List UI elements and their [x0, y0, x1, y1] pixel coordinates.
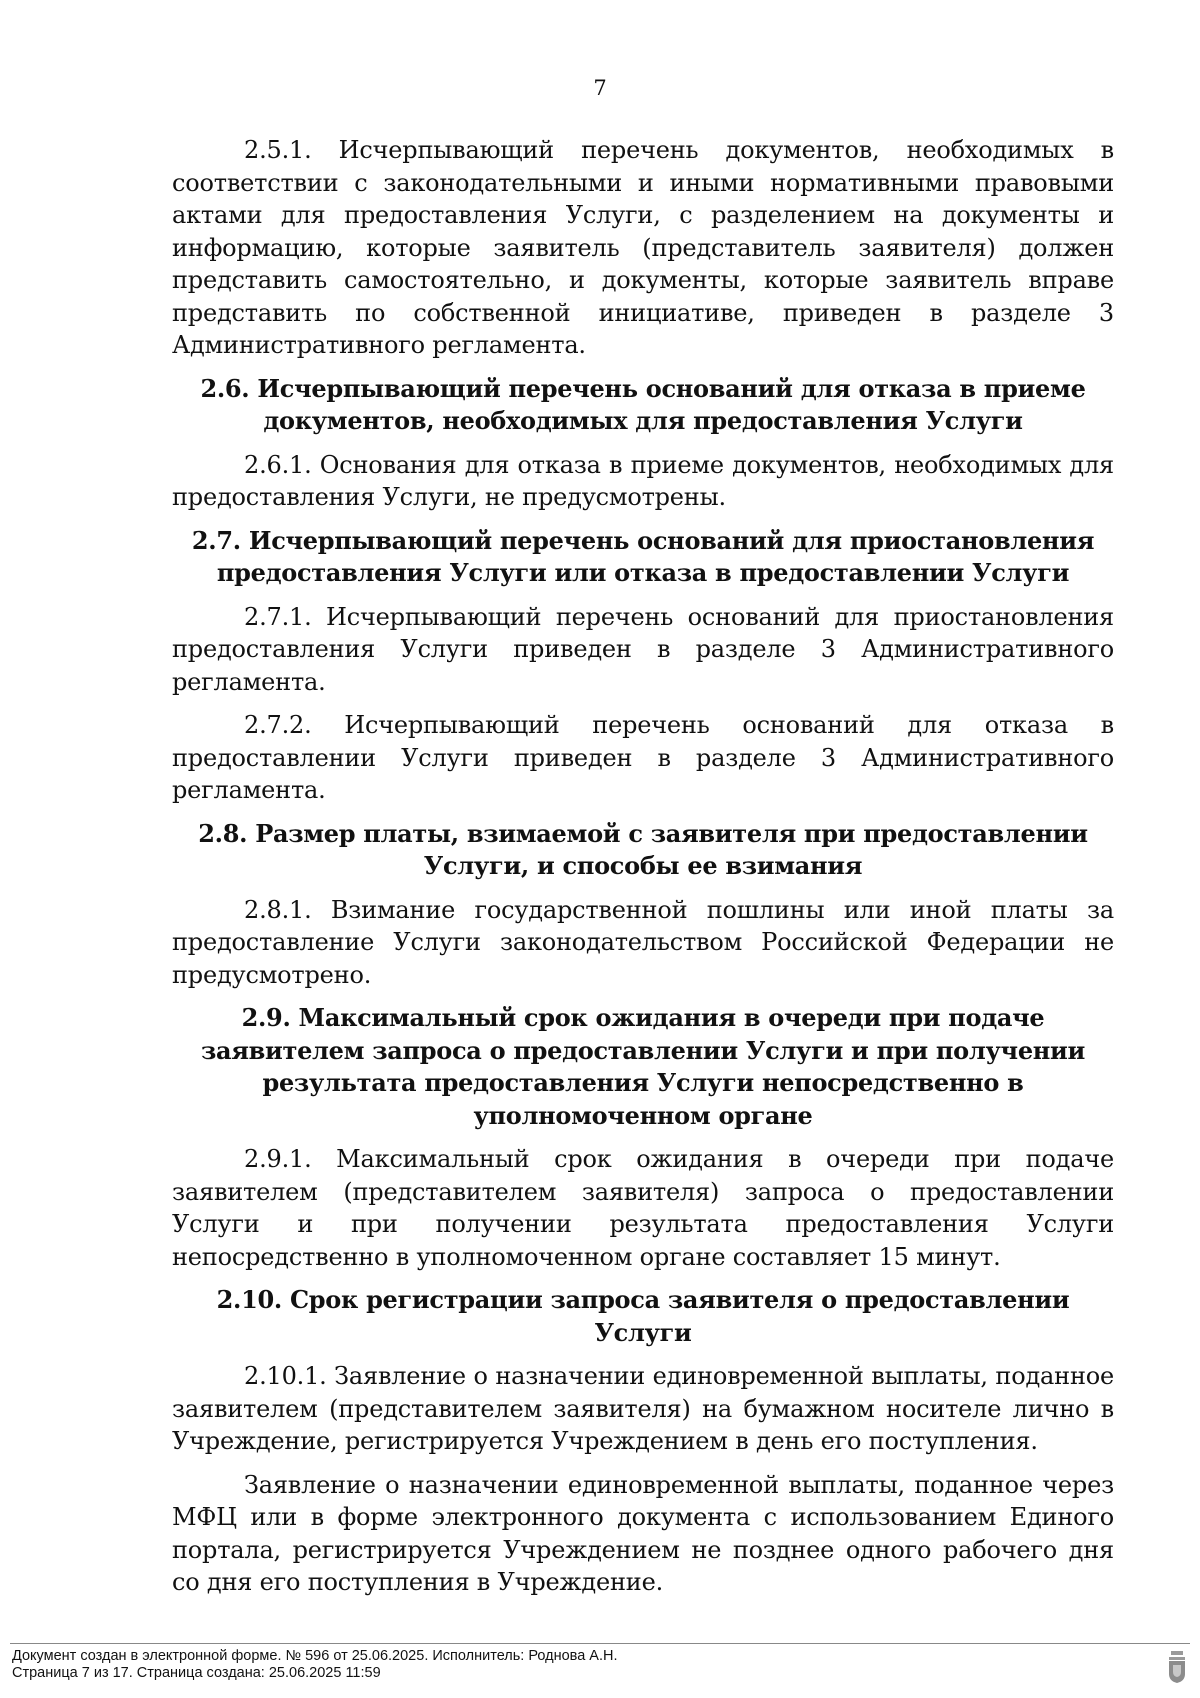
footer-page-info: Страница 7 из 17. Страница создана: 25.06.2025 11:59: [12, 1665, 381, 1681]
paragraph-2-5-1: 2.5.1. Исчерпывающий перечень документов, необходимых в соответствии с законодательными и иными нормативными правовыми актами для предоставления Услуги, с разделением на документы и информацию, которые заявитель (представитель заявителя) должен представить самостоятельно, и документы, которые заявитель вправе представить по собственной инициативе, приведен в разделе 3 Административного регламента.: [172, 136, 1114, 359]
paragraph-2-10-1: 2.10.1. Заявление о назначении единовременной выплаты, поданное заявителем (представителем заявителя) на бумажном носителе лично в Учреждение, регистрируется Учреждением в день его поступления.: [172, 1362, 1114, 1455]
page-number: 7: [593, 76, 607, 100]
document-body: [172, 134, 1114, 1610]
paragraph-2-8-1: 2.8.1. Взимание государственной пошлины или иной платы за предоставление Услуги законодательством Российской Федерации не предусмотрено.: [172, 895, 1114, 989]
paragraph-2-9-1: 2.9.1. Максимальный срок ожидания в очереди при подаче заявителем (представителем заявителя) запроса о предоставлении Услуги и при получении результата предоставления Услуги непосредственно в уполномоченном органе составляет 15 минут.: [172, 1145, 1114, 1271]
coat-of-arms-icon: [1166, 1650, 1188, 1684]
document-footer: [0, 1640, 1200, 1698]
heading-2-10: 2.10. Срок регистрации запроса заявителя о предоставлении Услуги: [216, 1285, 1070, 1347]
footer-text: [12, 1648, 618, 1682]
paragraph-2-10-1-continued: Заявление о назначении единовременной выплаты, поданное через МФЦ или в форме электронного документа с использованием Единого портала, регистрируется Учреждением не позднее одного рабочего дня со дня его поступления в Учреждение.: [172, 1470, 1114, 1596]
footer-document-info: Документ создан в электронной форме. № 596 от 25.06.2025. Исполнитель: Роднова А.Н.: [12, 1648, 618, 1664]
paragraph-2-6-1: 2.6.1. Основания для отказа в приеме документов, необходимых для предоставления Услуги, не предусмотрены.: [172, 450, 1114, 511]
heading-2-8: 2.8. Размер платы, взимаемой с заявителя при предоставлении Услуги, и способы ее взимания: [198, 818, 1088, 880]
paragraph-2-7-1: 2.7.1. Исчерпывающий перечень оснований для приостановления предоставления Услуги приведен в разделе 3 Административного регламента.: [172, 602, 1114, 696]
heading-2-7: 2.7. Исчерпывающий перечень оснований для приостановления предоставления Услуги или отказа в предоставлении Услуги: [191, 525, 1095, 587]
heading-2-6: 2.6. Исчерпывающий перечень оснований для отказа в приеме документов, необходимых для предоставления Услуги: [200, 373, 1086, 435]
paragraph-2-7-2: 2.7.2. Исчерпывающий перечень оснований для отказа в предоставлении Услуги приведен в разделе 3 Административного регламента.: [172, 711, 1114, 804]
heading-2-9: 2.9. Максимальный срок ожидания в очереди при подаче заявителем запроса о предоставлении Услуги и при получении результата предоставления Услуги непосредственно в уполномоченном органе: [200, 1003, 1086, 1130]
footer-divider: [10, 1643, 1190, 1644]
